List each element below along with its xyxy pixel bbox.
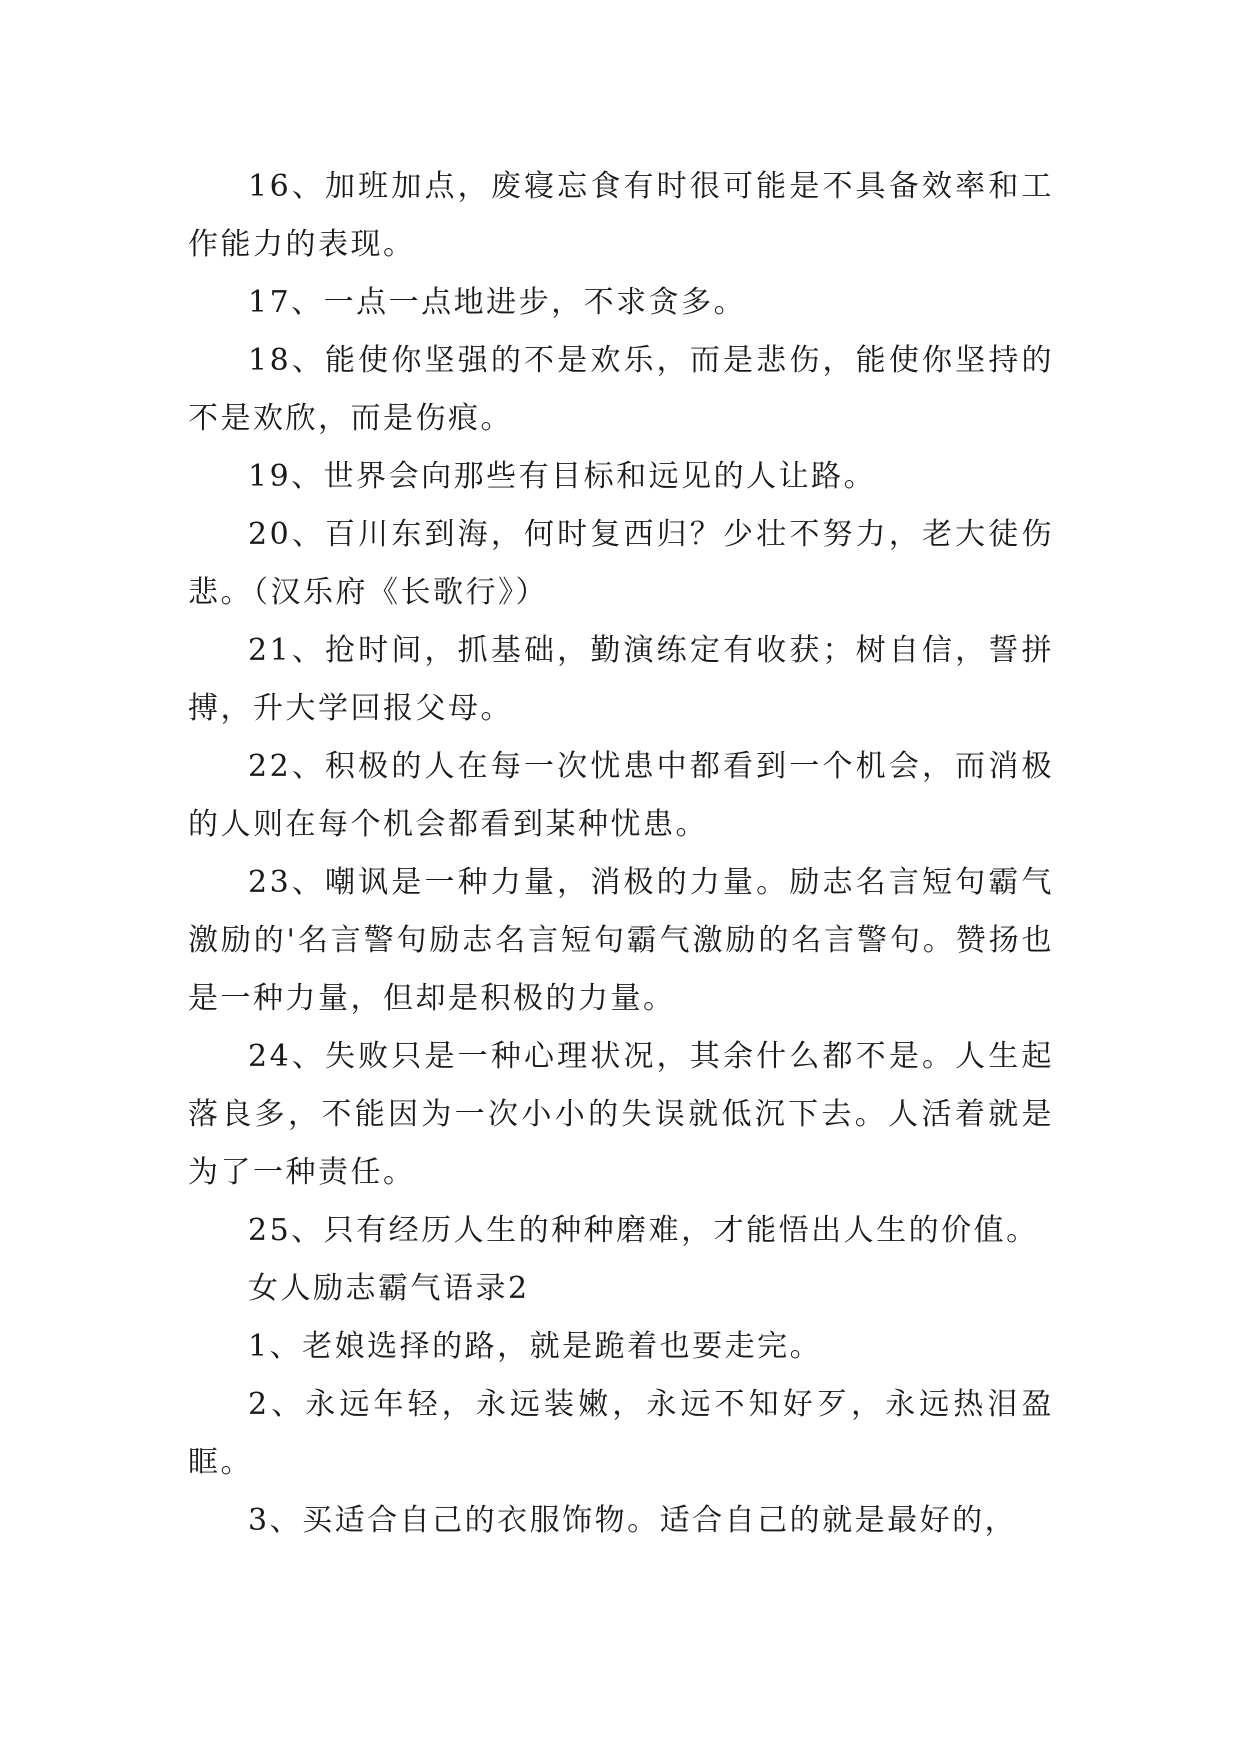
quote-19: 19、世界会向那些有目标和远见的人让路。 [248, 459, 877, 494]
quote-17: 17、一点一点地进步，不求贪多。 [248, 285, 747, 320]
quote-22: 22、积极的人在每一次忧患中都看到一个机会，而消极的人则在每个机会都看到某种忧患。 [188, 749, 1054, 842]
quote-25: 25、只有经历人生的种种磨难，才能悟出人生的价值。 [248, 1213, 1039, 1248]
quote-3: 3、买适合自己的衣服饰物。适合自己的就是最好的， [248, 1503, 1018, 1538]
quote-2: 2、永远年轻，永远装嫩，永远不知好歹，永远热泪盈眶。 [188, 1387, 1054, 1480]
section-heading: 女人励志霸气语录2 [248, 1271, 530, 1306]
quote-16: 16、加班加点，废寝忘食有时很可能是不具备效率和工作能力的表现。 [188, 169, 1054, 262]
document-page [188, 158, 1054, 1550]
quote-21: 21、抢时间，抓基础，勤演练定有收获；树自信，誓拼搏，升大学回报父母。 [188, 633, 1054, 726]
quote-24: 24、失败只是一种心理状况，其余什么都不是。人生起落良多，不能因为一次小小的失误就低沉下去。人活着就是为了一种责任。 [188, 1039, 1054, 1190]
quote-23: 23、嘲讽是一种力量，消极的力量。励志名言短句霸气激励的'名言警句励志名言短句霸气激励的名言警句。赞扬也是一种力量，但却是积极的力量。 [188, 865, 1054, 1016]
quote-18: 18、能使你坚强的不是欢乐，而是悲伤，能使你坚持的不是欢欣，而是伤痕。 [188, 343, 1054, 436]
quote-20: 20、百川东到海，何时复西归？少壮不努力，老大徒伤悲。（汉乐府《长歌行》） [188, 517, 1054, 610]
quote-1: 1、老娘选择的路，就是跪着也要走完。 [248, 1329, 823, 1364]
